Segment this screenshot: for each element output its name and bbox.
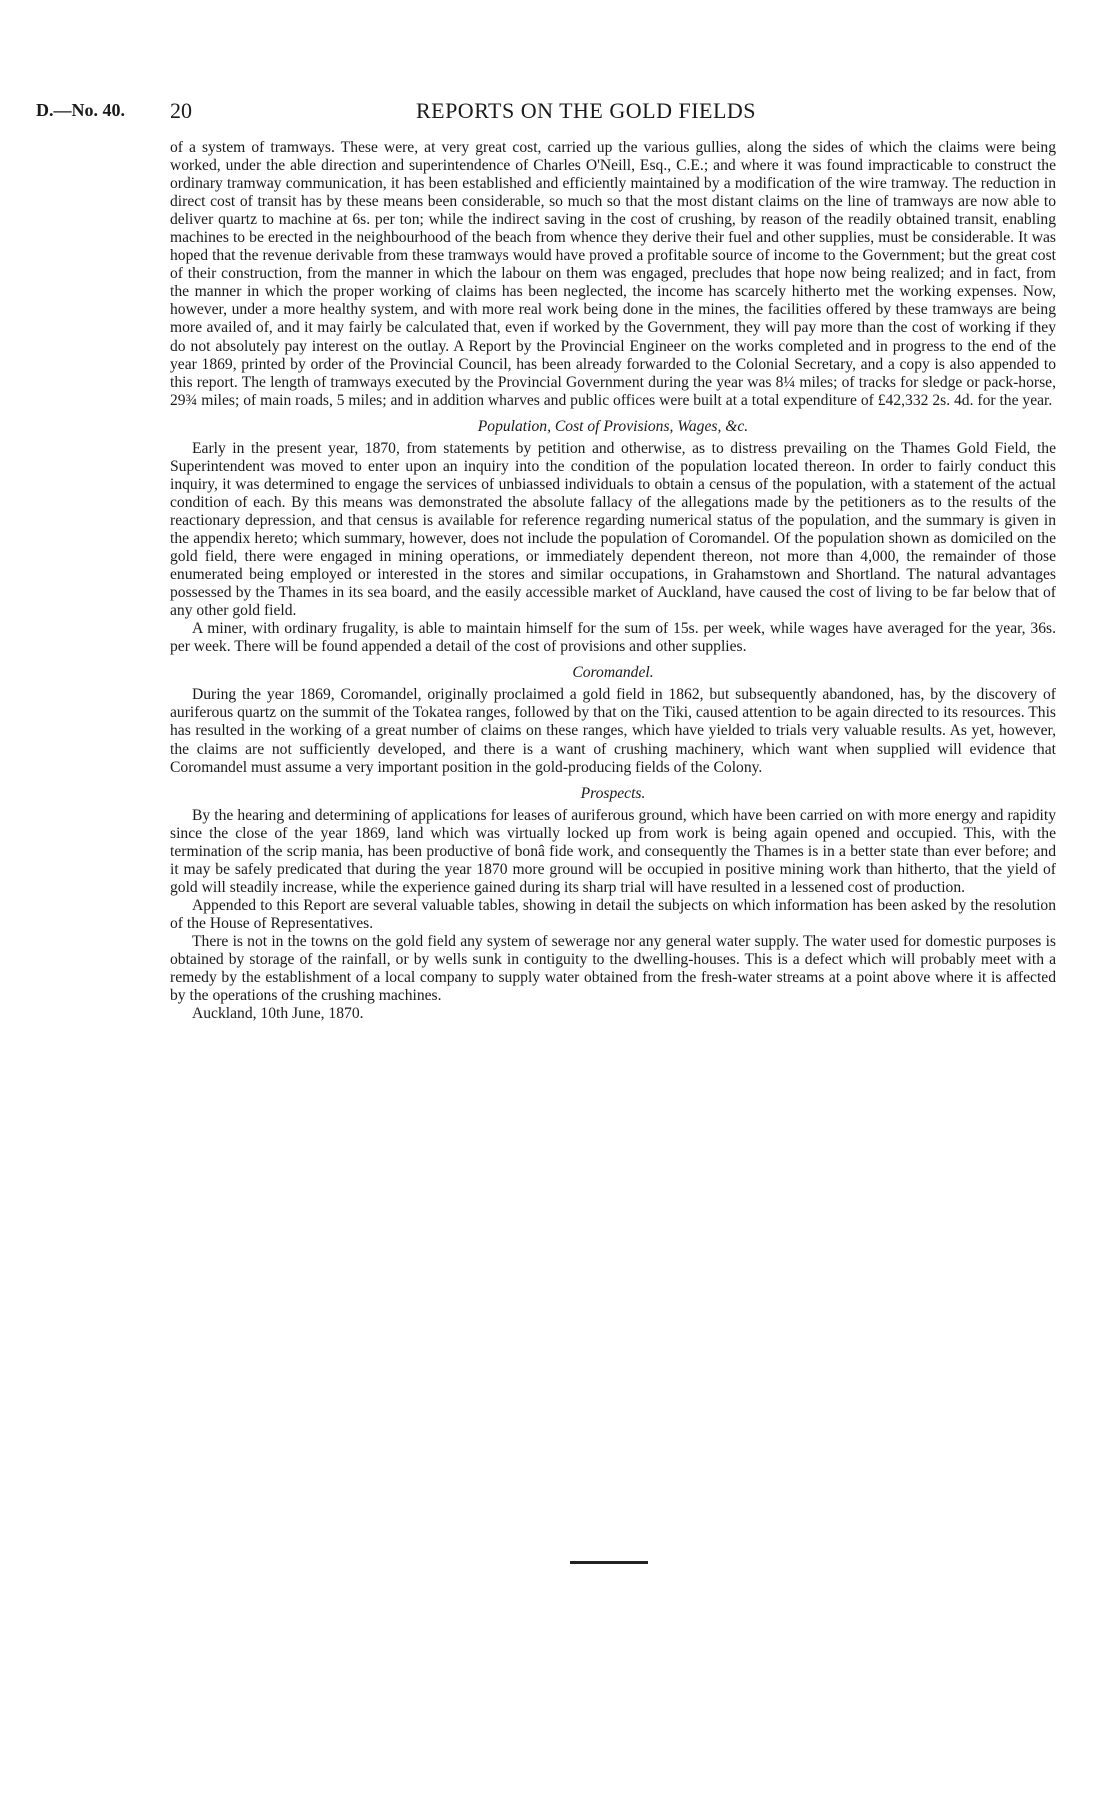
document-number: D.—No. 40. [36,100,125,120]
page-header [36,98,1056,126]
paragraph: Appended to this Report are several valuable tables, showing in detail the subjects on which information has been asked by the resolution of the House of Representatives. [170,896,1056,932]
paragraph: By the hearing and determining of applications for leases of auriferous ground, which have been carried on with more energy and rapidity since the close of the year 1869, land which was virtually locked up from work is being again opened and occupied. This, with the termination of the scrip mania, has been productive of bonâ fide work, and consequently the Thames is in a better state than ever before; and it may be safely predicated that during the year 1870 more ground will be occupied in positive mining work than hitherto, that the yield of gold will steadily increase, while the experience gained during its sharp trial will have resulted in a lessened cost of production. [170,806,1056,896]
section-heading-coromandel: Coromandel. [572,664,654,682]
paragraph: Early in the present year, 1870, from statements by petition and otherwise, as to distress prevailing on the Thames Gold Field, the Superintendent was moved to enter upon an inquiry into the condition of the population located thereon. In order to fairly conduct this inquiry, it was determined to engage the services of unbiassed individuals to obtain a census of the population, with a statement of the actual condition of each. By this means was demonstrated the absolute fallacy of the allegations made by the petitioners as to the results of the reactionary depression, and that census is available for reference regarding numerical status of the population, and the summary is given in the appendix hereto; which summary, however, does not include the population of Coromandel. Of the population shown as domiciled on the gold field, there were engaged in mining operations, or immediately dependent thereon, not more than 4,000, the remainder of those enumerated being employed or interested in the stores and similar occupations, in Grahamstown and Shortland. The natural advantages possessed by the Thames in its sea board, and the easily accessible market of Auckland, have caused the cost of living to be far below that of any other gold field. [170,439,1056,620]
end-rule-divider [570,1561,648,1564]
intro-paragraph: of a system of tramways. These were, at very great cost, carried up the various gullies, along the sides of which the claims were being worked, under the able direction and superintendence of Charles O'Neill, Esq., C.E.; and where it was found impracticable to construct the ordinary tramway communication, it has been established and efficiently maintained by a modification of the wire tramway. The reduction in direct cost of transit has by these means been considerable, so much so that the most distant claims on the line of tramways are now able to deliver quartz to machine at 6s. per ton; while the indirect saving in the cost of crushing, by reason of the readily obtained transit, enabling machines to be erected in the neighbourhood of the beach from whence they derive their fuel and other supplies, must be considerable. It was hoped that the revenue derivable from these tramways would have proved a profitable source of income to the Government; but the great cost of their construction, from the manner in which the labour on them was engaged, precludes that hope now being realized; and in fact, from the manner in which the proper working of claims has been neglected, the income has scarcely hitherto met the working expenses. Now, however, under a more healthy system, and with more real work being done in the mines, the facilities offered by these tramways are being more availed of, and it may fairly be calculated that, even if worked by the Government, they will pay more than the cost of working if they do not absolutely pay interest on the outlay. A Report by the Provincial Engineer on the works completed and in progress to the end of the year 1869, printed by order of the Provincial Council, has been already forwarded to the Colonial Secretary, and a copy is also appended to this report. The length of tramways executed by the Provincial Government during the year was 8¼ miles; of tracks for sledge or pack-horse, 29¾ miles; of main roads, 5 miles; and in addition wharves and public offices were built at a total expenditure of £42,332 2s. 4d. for the year. [170,139,1056,409]
paragraph: During the year 1869, Coromandel, originally proclaimed a gold field in 1862, but subsequently abandoned, has, by the discovery of auriferous quartz on the summit of the Tokatea ranges, followed by that on the Tiki, caused attention to be again directed to its resources. This has resulted in the working of a great number of claims on these ranges, which have yielded to trials very valuable results. As yet, however, the claims are not sufficiently developed, and there is a want of crushing machinery, which want when supplied will evidence that Coromandel must assume a very important position in the gold-producing fields of the Colony. [170,686,1056,776]
document-body [170,139,1056,1023]
paragraph: There is not in the towns on the gold field any system of sewerage nor any general water supply. The water used for domestic purposes is obtained by storage of the rainfall, or by wells sunk in contiguity to the dwelling-houses. This is a defect which will probably meet with a remedy by the establishment of a local company to supply water obtained from the fresh-water streams at a point above where it is affected by the operations of the crushing machines. [170,932,1056,1005]
paragraph: A miner, with ordinary frugality, is able to maintain himself for the sum of 15s. per week, while wages have averaged for the year, 36s. per week. There will be found appended a detail of the cost of provisions and other supplies. [170,620,1056,656]
section-heading-prospects: Prospects. [580,784,646,802]
page-title: REPORTS ON THE GOLD FIELDS [415,98,757,123]
page-number: 20 [170,98,192,123]
signature-line: Auckland, 10th June, 1870. [192,1005,364,1023]
section-heading-population: Population, Cost of Provisions, Wages, &c. [477,417,749,435]
